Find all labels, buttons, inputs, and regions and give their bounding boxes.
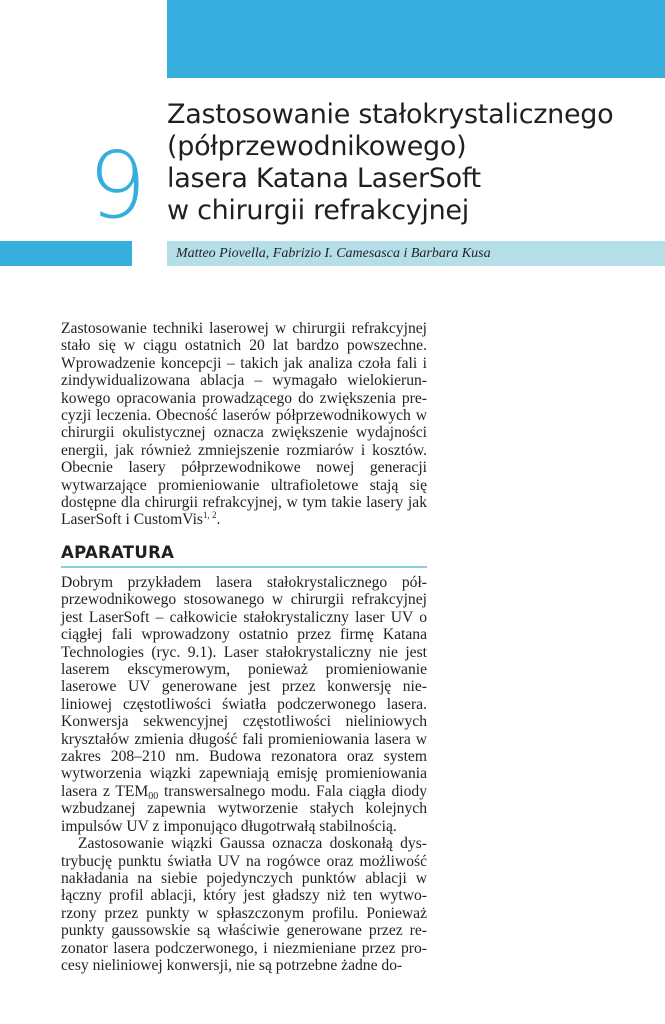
subscript: 00 xyxy=(148,790,159,802)
chapter-number: 9 xyxy=(88,132,147,239)
paragraph-text: transwersalnego modu. Fala ciągła diody wzbudzanej zapewnia wytworzenie stałych kolejnych impulsów UV z imponująco długotrwałą stabilnością. xyxy=(61,782,428,835)
intro-end: . xyxy=(216,511,221,529)
chapter-title-line: (półprzewodnikowego) xyxy=(167,131,467,162)
intro-block xyxy=(61,320,427,529)
intro-paragraph xyxy=(61,320,427,529)
body-paragraph xyxy=(61,574,427,835)
section-heading-block xyxy=(61,543,427,568)
section-heading: APARATURA xyxy=(61,543,175,562)
top-accent-bar xyxy=(167,0,665,78)
paragraph-text: Dobrym przykładem lasera stałokrystalicznego półprzewodnikowego stosowanego w chirurgii refrakcyjnej jest LaserSoft – całkowicie stałokrystaliczny laser UV o ciągłej fali wprowadzony ostatnio przez firmę Katana Technologies (ryc. 9.1). Laser stałokrystaliczny nie jest laserem ekscymerowym, ponieważ promieniowanie laserowe UV generowane jest przez konwersję nieliniowej częstotliwości światła podczerwonego lasera. Konwersja sekwencyjnej częstotliwości nieliniowych kryształów zmienia długość fali promieniowania lasera w zakres 208–210 nm. Budowa rezonatora oraz system wytworzenia wiązki zapewniają emisję promieniowania lasera z TEM xyxy=(61,574,427,800)
section-body xyxy=(61,574,427,974)
chapter-title-line: Zastosowanie stałokrystalicznego xyxy=(167,99,614,130)
reference-superscript: 1, 2 xyxy=(203,510,217,521)
chapter-title-line: w chirurgii refrakcyjnej xyxy=(167,195,469,226)
body-paragraph: Zastosowanie wiązki Gaussa oznacza doskonałą dystrybucję punktu światła UV na rogówce oraz możliwość nakładania na siebie pojedynczych punktów ablacji w łączny profil ablacji, który jest gładszy niż ten wytworzony przez punkty w spłaszczonym profilu. Ponieważ punkty gaussowskie są właściwie generowane przez rezonator lasera podczerwonego, i niezmieniane przez procesy nieliniowej konwersji, nie są potrzebne żadne do- xyxy=(61,835,427,974)
intro-text: Zastosowanie techniki laserowej w chirurgii refrakcyjnej stało się w ciągu ostatnich 20 lat bardzo powszechne. Wprowadzenie koncepcji – takich jak analiza czoła fali i zindywidualizowana ablacja – wymagało wielokierunkowego opracowania prowadzącego do zwiększenia precyzji leczenia. Obecność laserów półprzewodnikowych w chirurgii okulistycznej oznacza zwiększenie wydajności energii, jak również zmniejszenie rozmiarów i kosztów. Obecnie lasery półprzewodnikowe nowej generacji wytwarzające promieniowanie ultrafioletowe stają się dostępne dla chirurgii refrakcyjnej, w tym takie lasery jak LaserSoft i CustomVis xyxy=(61,320,427,529)
section-heading-rule xyxy=(61,566,427,568)
chapter-authors: Matteo Piovella, Fabrizio I. Camesasca i Barbara Kusa xyxy=(176,246,491,261)
chapter-title xyxy=(167,99,657,227)
chapter-title-line: lasera Katana LaserSoft xyxy=(167,163,481,194)
author-band xyxy=(167,241,665,266)
left-accent-bar xyxy=(0,241,132,266)
